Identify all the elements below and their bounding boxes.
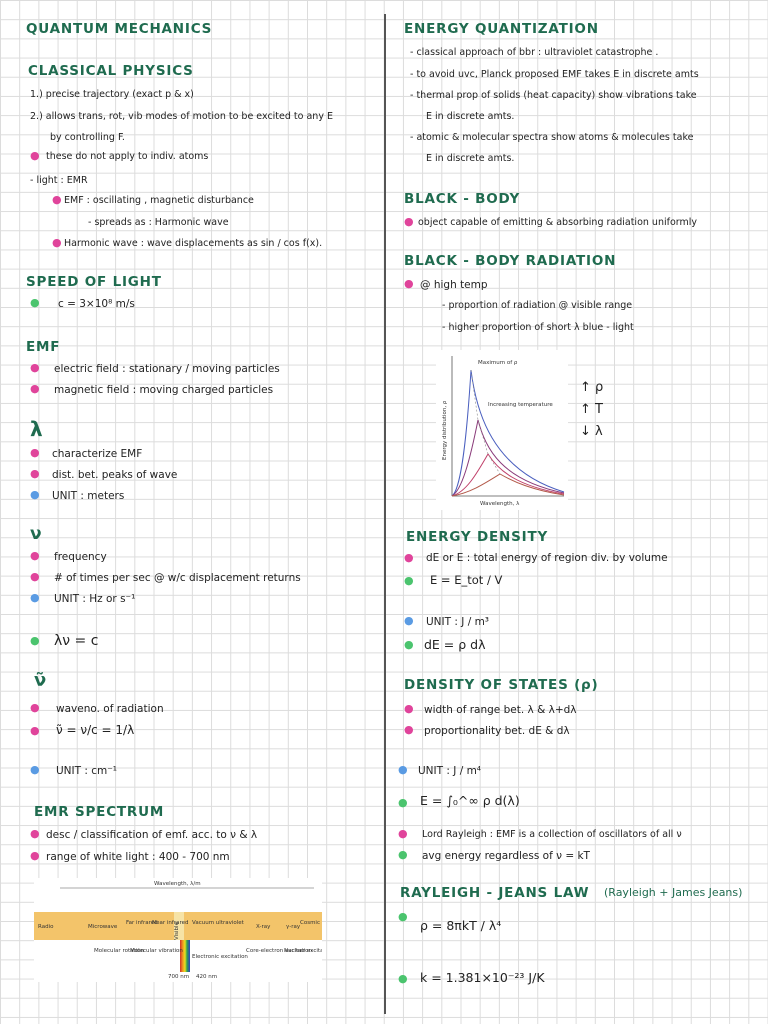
note-line: 2.) allows trans, rot, vib modes of motion to be excited to any E: [30, 111, 333, 122]
bullet-green: ●: [30, 634, 40, 647]
note-line: width of range bet. λ & λ+dλ: [424, 704, 577, 716]
equation: E = E_tot / V: [430, 573, 503, 587]
trend-rho: ↑ ρ: [580, 380, 604, 395]
spectrum-axis-title: Wavelength, λ/m: [154, 881, 201, 887]
note-line: - atomic & molecular spectra show atoms & molecules take: [410, 132, 694, 143]
bullet-blue: ●: [398, 763, 408, 776]
note-line: E in discrete amts.: [426, 111, 515, 122]
note-line: 1.) precise trajectory (exact p & x): [30, 89, 194, 100]
note-line: frequency: [54, 551, 107, 563]
heading-energy-density: ENERGY DENSITY: [406, 529, 549, 545]
equation: k = 1.381×10⁻²³ J/K: [420, 970, 545, 985]
note-line: - proportion of radiation @ visible range: [442, 300, 633, 311]
bullet-pink: ●: [30, 724, 40, 737]
equation: ν̃ = ν/c = 1/λ: [56, 723, 135, 737]
bullet-pink: ●: [30, 382, 40, 395]
band-label: Far infrared: [126, 920, 158, 926]
excitation-label: Nuclear excit: [284, 948, 321, 954]
heading-black-body: BLACK - BODY: [404, 191, 521, 207]
graph-y-label: Energy distribution, ρ: [442, 400, 448, 460]
band-label: γ-ray: [286, 924, 301, 930]
equation: λν = c: [54, 633, 99, 649]
heading-rayleigh-jeans-law: RAYLEIGH - JEANS LAW: [400, 885, 590, 901]
note-line: range of white light : 400 - 700 nm: [46, 851, 230, 863]
heading-classical-physics: CLASSICAL PHYSICS: [28, 63, 194, 79]
note-line: - classical approach of bbr : ultraviolet catastrophe .: [410, 47, 659, 58]
bullet-green: ●: [404, 574, 414, 587]
band-label: Vacuum ultraviolet: [192, 920, 244, 926]
excitation-label: Molecular rotation: [94, 948, 145, 954]
note-line: # of times per sec @ w/c displacement returns: [54, 572, 301, 584]
note-line: proportionality bet. dE & dλ: [424, 725, 570, 737]
bullet-pink: ●: [30, 549, 40, 562]
note-line: UNIT : Hz or s⁻¹: [54, 593, 136, 605]
bullet-blue: ●: [30, 763, 40, 776]
band-label: Cosmic: [300, 920, 320, 926]
bullet-pink: ●: [404, 702, 414, 715]
note-line: UNIT : meters: [52, 490, 125, 502]
note-line: dE or E : total energy of region div. by volume: [426, 552, 668, 564]
note-line: - spreads as : Harmonic wave: [88, 217, 229, 228]
bullet-pink: ●: [52, 193, 62, 206]
heading-energy-quantization: ENERGY QUANTIZATION: [404, 21, 599, 37]
bullet-green: ●: [398, 848, 408, 861]
visible-high-label: 420 nm: [196, 974, 218, 980]
equation: dE = ρ dλ: [424, 637, 486, 652]
note-line: these do not apply to indiv. atoms: [46, 151, 209, 162]
band-label: Near infrared: [152, 920, 189, 926]
bullet-blue: ●: [404, 614, 414, 627]
bullet-pink: ●: [30, 827, 40, 840]
bullet-pink: ●: [52, 236, 62, 249]
excitation-label: Molecular vibration: [130, 948, 183, 954]
heading-black-body-radiation: BLACK - BODY RADIATION: [404, 253, 617, 269]
note-line: dist. bet. peaks of wave: [52, 469, 178, 481]
note-line: UNIT : J / m⁴: [418, 765, 482, 777]
blackbody-curves: [436, 350, 568, 510]
trend-wavelength: ↓ λ: [580, 424, 603, 439]
note-line: avg energy regardless of ν = kT: [422, 850, 590, 862]
note-line: Lord Rayleigh : EMF is a collection of oscillators of all ν: [422, 829, 682, 840]
heading-speed-of-light: SPEED OF LIGHT: [26, 274, 162, 290]
note-line: - to avoid uvc, Planck proposed EMF takes E in discrete amts: [410, 69, 699, 80]
note-line: magnetic field : moving charged particles: [54, 384, 274, 396]
heading-nu-tilde: ν̃: [34, 670, 48, 691]
trend-temperature: ↑ T: [580, 402, 603, 417]
note-line: characterize EMF: [52, 448, 143, 460]
bullet-pink: ●: [404, 215, 414, 228]
bullet-green: ●: [398, 910, 408, 923]
column-divider: [384, 14, 386, 1014]
bullet-pink: ●: [30, 361, 40, 374]
note-line: E in discrete amts.: [426, 153, 515, 164]
bullet-green: ●: [398, 796, 408, 809]
band-label: Visible: [174, 922, 180, 940]
bullet-pink: ●: [398, 827, 408, 840]
band-label: Radio: [38, 924, 54, 930]
note-line: object capable of emitting & absorbing radiation uniformly: [418, 217, 698, 228]
bullet-pink: ●: [30, 446, 40, 459]
visible-low-label: 700 nm: [168, 974, 190, 980]
note-line: UNIT : cm⁻¹: [56, 765, 118, 777]
graph-label-temperature: Increasing temperature: [488, 402, 553, 408]
band-label: X-ray: [256, 924, 271, 930]
note-line: electric field : stationary / moving particles: [54, 363, 280, 375]
band-label: Microwave: [88, 924, 118, 930]
note-line: - light : EMR: [30, 175, 88, 186]
note-line: @ high temp: [420, 279, 488, 291]
note-line: EMF : oscillating , magnetic disturbance: [64, 195, 254, 206]
blackbody-graph: [436, 350, 568, 510]
bullet-pink: ●: [30, 701, 40, 714]
heading-emr-spectrum: EMR SPECTRUM: [34, 804, 165, 820]
emr-spectrum-figure: [34, 878, 322, 982]
note-line: - higher proportion of short λ blue - light: [442, 322, 634, 333]
bullet-green: ●: [404, 638, 414, 651]
bullet-pink: ●: [30, 849, 40, 862]
bullet-green: ●: [30, 296, 40, 309]
note-line: by controlling F.: [50, 132, 125, 143]
rayleigh-jeans-note: (Rayleigh + James Jeans): [604, 886, 743, 899]
heading-nu: ν: [30, 524, 43, 544]
equation: ρ = 8πkT / λ⁴: [420, 918, 502, 933]
note-line: UNIT : J / m³: [426, 616, 490, 628]
note-line: - thermal prop of solids (heat capacity) show vibrations take: [410, 90, 697, 101]
excitation-label: Electronic excitation: [192, 954, 248, 960]
bullet-pink: ●: [404, 277, 414, 290]
note-line: desc / classification of emf. acc. to ν & λ: [46, 829, 258, 841]
bullet-blue: ●: [30, 488, 40, 501]
bullet-pink: ●: [30, 149, 40, 162]
spectrum-graphic: [34, 878, 322, 982]
bullet-blue: ●: [30, 591, 40, 604]
heading-emf: EMF: [26, 339, 61, 355]
note-line: waveno. of radiation: [56, 703, 164, 715]
note-line: Harmonic wave : wave displacements as sin / cos f(x).: [64, 238, 323, 249]
bullet-pink: ●: [30, 570, 40, 583]
equation: E = ∫₀^∞ ρ d(λ): [420, 793, 520, 808]
heading-density-of-states: DENSITY OF STATES (ρ): [404, 677, 599, 693]
bullet-pink: ●: [404, 723, 414, 736]
page-title: QUANTUM MECHANICS: [26, 21, 213, 37]
excitation-label: Core-electron excitation: [246, 948, 312, 954]
note-line: c = 3×10⁸ m/s: [58, 298, 135, 310]
bullet-green: ●: [398, 972, 408, 985]
bullet-pink: ●: [404, 551, 414, 564]
graph-label-maximum: Maximum of ρ: [478, 360, 518, 366]
bullet-pink: ●: [30, 467, 40, 480]
heading-lambda: λ: [30, 417, 44, 441]
graph-x-label: Wavelength, λ: [480, 501, 520, 507]
